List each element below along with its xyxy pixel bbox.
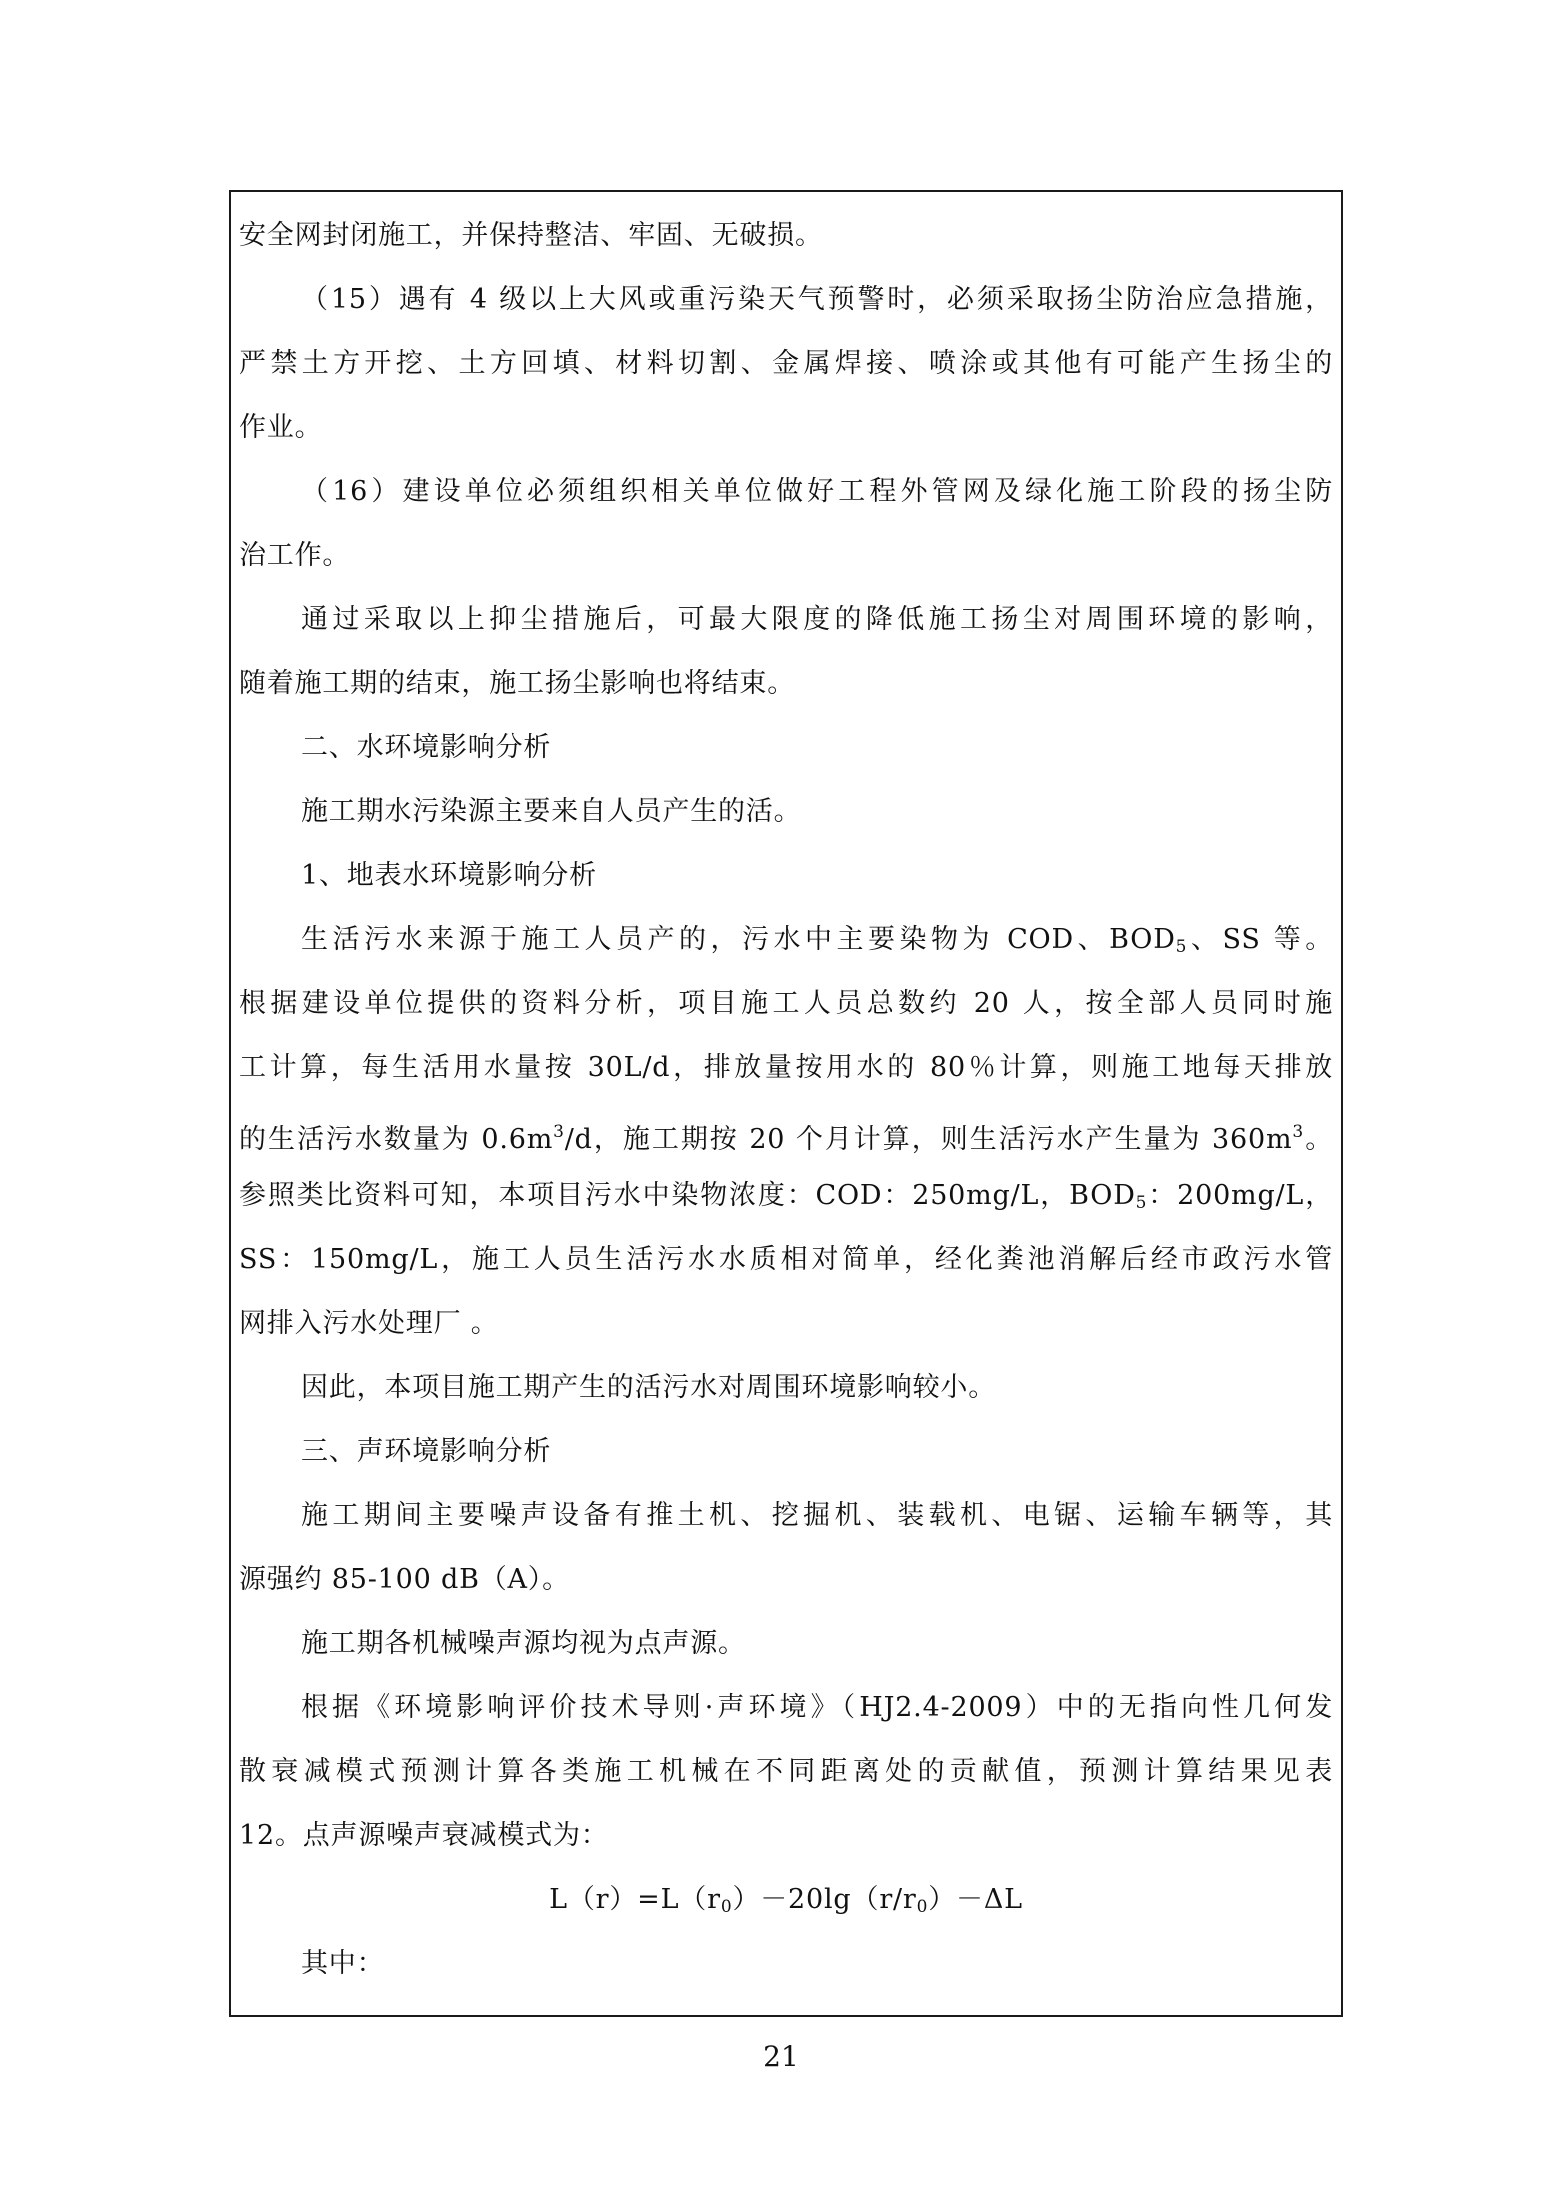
paragraph-line: 的生活污水数量为 $0.6m^3/d$，施工期按 20 个月计算，则生活污水产生量为 $360m^3$。 bbox=[239, 1122, 1333, 1155]
paragraph-line: 随着施工期的结束，施工扬尘影响也将结束。 bbox=[239, 668, 795, 699]
paragraph-line: 因此，本项目施工期产生的活污水对周围环境影响较小。 bbox=[301, 1372, 996, 1403]
paragraph-line: 作业。 bbox=[239, 412, 323, 443]
paragraph-line: 治工作。 bbox=[239, 540, 351, 571]
paragraph-line: 安全网封闭施工，并保持整洁、牢固、无破损。 bbox=[239, 220, 823, 251]
paragraph-line: 根据《环境影响评价技术导则·声环境》（HJ2.4-2009）中的无指向性几何发 bbox=[301, 1692, 1333, 1723]
paragraph-line: 工计算，每生活用水量按 30L/d，排放量按用水的 80％计算，则施工地每天排放 bbox=[239, 1052, 1333, 1083]
paragraph-line: 生活污水来源于施工人员产的，污水中主要染物为 COD、$BOD_5$、SS 等。 bbox=[301, 924, 1333, 957]
subsection-heading-surface-water: 1、地表水环境影响分析 bbox=[301, 860, 597, 891]
paragraph-line: 散衰减模式预测计算各类施工机械在不同距离处的贡献值，预测计算结果见表 bbox=[239, 1756, 1333, 1787]
section-heading-noise: 三、声环境影响分析 bbox=[301, 1436, 552, 1467]
paragraph-line: 严禁土方开挖、土方回填、材料切割、金属焊接、喷涂或其他有可能产生扬尘的 bbox=[239, 348, 1333, 379]
paragraph-line: SS：150mg/L，施工人员生活污水水质相对简单，经化粪池消解后经市政污水管 bbox=[239, 1244, 1333, 1275]
paragraph-line: （16）建设单位必须组织相关单位做好工程外管网及绿化施工阶段的扬尘防 bbox=[301, 476, 1333, 507]
attenuation-formula: $L(r)=L(r_0)-20\lg(r/r_0)-\Delta L$ bbox=[549, 1884, 1023, 1917]
paragraph-line: 源强约 85-100 dB（A）。 bbox=[239, 1564, 570, 1595]
paragraph-line: 施工期水污染源主要来自人员产生的活。 bbox=[301, 796, 802, 827]
page-number: 21 bbox=[763, 2040, 799, 2073]
paragraph-line: 12。点声源噪声衰减模式为： bbox=[239, 1820, 609, 1851]
paragraph-line: 根据建设单位提供的资料分析，项目施工人员总数约 20 人，按全部人员同时施 bbox=[239, 988, 1333, 1019]
document-frame bbox=[229, 190, 1343, 2017]
paragraph-line: （15）遇有 4 级以上大风或重污染天气预警时，必须采取扬尘防治应急措施， bbox=[301, 284, 1333, 315]
paragraph-line: 施工期间主要噪声设备有推土机、挖掘机、装载机、电锯、运输车辆等，其 bbox=[301, 1500, 1333, 1531]
paragraph-line: 参照类比资料可知，本项目污水中染物浓度：COD：250mg/L，$BOD_5$：200mg/L， bbox=[239, 1180, 1333, 1213]
paragraph-line: 其中： bbox=[301, 1948, 385, 1979]
section-heading-water: 二、水环境影响分析 bbox=[301, 732, 552, 763]
paragraph-line: 施工期各机械噪声源均视为点声源。 bbox=[301, 1628, 746, 1659]
paragraph-line: 通过采取以上抑尘措施后，可最大限度的降低施工扬尘对周围环境的影响， bbox=[301, 604, 1333, 635]
paragraph-line: 网排入污水处理厂 。 bbox=[239, 1308, 499, 1339]
